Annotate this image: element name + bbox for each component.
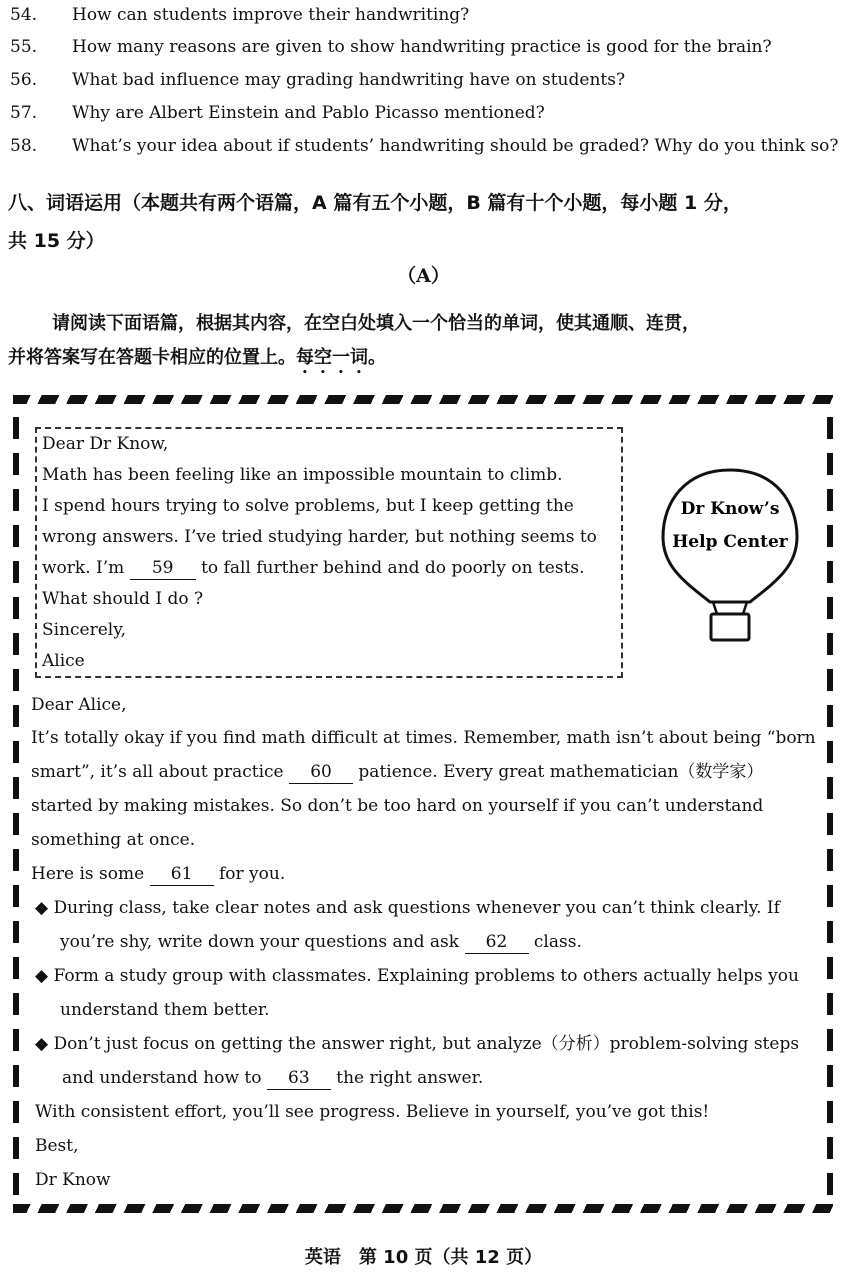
question-text: What’s your idea about if students’ handwriting should be graded? Why do you think so? bbox=[72, 136, 839, 156]
reply-text: smart”, it’s all about practice bbox=[31, 762, 284, 782]
bullet-item-3-cont bbox=[62, 1067, 483, 1090]
instruction-line-1: 请阅读下面语篇，根据其内容，在空白处填入一个恰当的单词，使其通顺、连贯， bbox=[52, 313, 700, 334]
bullet-text: class. bbox=[533, 932, 582, 952]
blank-62[interactable]: 62 bbox=[465, 931, 529, 954]
bullet-text: Don’t just focus on getting the answer right, but analyze（分析）problem-solving steps bbox=[53, 1034, 800, 1054]
question-55 bbox=[10, 36, 772, 58]
reply-text: Here is some bbox=[31, 864, 145, 884]
bullet-text: Form a study group with classmates. Explaining problems to others actually helps you bbox=[53, 966, 799, 986]
section-heading: 八、词语运用（本题共有两个语篇，A 篇有五个小题，B 篇有十个小题，每小题 1 分， bbox=[8, 192, 742, 214]
frame-left-border bbox=[13, 417, 19, 1197]
bullet-text: you’re shy, write down your questions and ask bbox=[60, 932, 460, 952]
letter-text: to fall further behind and do poorly on tests. bbox=[201, 558, 585, 578]
blank-60[interactable]: 60 bbox=[289, 761, 353, 784]
instruction-period: 。 bbox=[368, 347, 386, 368]
bullet-item-2-cont: understand them better. bbox=[60, 1000, 270, 1020]
letter-line-blank-59 bbox=[42, 557, 585, 580]
instruction-emphasis: 每空一词 bbox=[296, 347, 368, 368]
question-text: How many reasons are given to show handwriting practice is good for the brain? bbox=[72, 37, 772, 57]
frame-bottom-border bbox=[13, 1204, 833, 1213]
question-text: How can students improve their handwriting? bbox=[72, 5, 470, 25]
letter-line: Math has been feeling like an impossible mountain to climb. bbox=[42, 465, 563, 485]
letter-text: work. I’m bbox=[42, 558, 125, 578]
reply-line: With consistent effort, you’ll see progress. Believe in yourself, you’ve got this! bbox=[35, 1102, 710, 1122]
diamond-bullet-icon: ◆ bbox=[35, 1034, 49, 1054]
question-56 bbox=[10, 69, 625, 91]
reply-greeting: Dear Alice, bbox=[31, 695, 127, 715]
question-text: Why are Albert Einstein and Pablo Picasso mentioned? bbox=[72, 103, 545, 123]
instruction-text: 并将答案写在答题卡相应的位置上。 bbox=[8, 347, 296, 368]
reply-text: for you. bbox=[219, 864, 286, 884]
question-57 bbox=[10, 102, 545, 124]
letter-greeting: Dear Dr Know, bbox=[42, 434, 169, 454]
letter-line: wrong answers. I’ve tried studying harder, but nothing seems to bbox=[42, 527, 597, 547]
letter-closing: Sincerely, bbox=[42, 620, 126, 640]
reply-text: patience. Every great mathematician（数学家） bbox=[358, 762, 764, 782]
reply-closing: Best, bbox=[35, 1136, 79, 1156]
question-number: 54. bbox=[10, 5, 38, 25]
bullet-item-1 bbox=[35, 897, 780, 919]
diamond-bullet-icon: ◆ bbox=[35, 966, 49, 986]
blank-61[interactable]: 61 bbox=[150, 863, 214, 886]
letter-line: I spend hours trying to solve problems, but I keep getting the bbox=[42, 496, 574, 516]
bullet-text: During class, take clear notes and ask questions whenever you can’t think clearly. If bbox=[53, 898, 780, 918]
bullet-item-3 bbox=[35, 1033, 799, 1055]
question-54 bbox=[10, 4, 469, 26]
blank-63[interactable]: 63 bbox=[267, 1067, 331, 1090]
letter-line: What should I do ? bbox=[42, 589, 204, 609]
balloon-label-line1: Dr Know’s bbox=[680, 499, 780, 519]
reply-line: something at once. bbox=[31, 830, 196, 850]
question-text: What bad influence may grading handwriting have on students? bbox=[72, 70, 626, 90]
bullet-text: and understand how to bbox=[62, 1068, 262, 1088]
frame-right-border bbox=[827, 417, 833, 1197]
bullet-text: the right answer. bbox=[336, 1068, 484, 1088]
letter-signature: Alice bbox=[42, 651, 85, 671]
bullet-item-2 bbox=[35, 965, 799, 987]
reply-line: It’s totally okay if you find math difficult at times. Remember, math isn’t about being “born bbox=[31, 728, 816, 748]
reply-line: started by making mistakes. So don’t be too hard on yourself if you can’t understand bbox=[31, 796, 764, 816]
frame-top-border bbox=[13, 395, 833, 404]
section-heading-cont: 共 15 分） bbox=[8, 230, 105, 252]
question-number: 57. bbox=[10, 103, 38, 123]
question-number: 58. bbox=[10, 136, 38, 156]
question-58 bbox=[10, 135, 839, 157]
diamond-bullet-icon: ◆ bbox=[35, 898, 49, 918]
bullet-item-1-cont bbox=[60, 931, 582, 954]
question-number: 56. bbox=[10, 70, 38, 90]
blank-59[interactable]: 59 bbox=[130, 557, 196, 580]
question-number: 55. bbox=[10, 37, 38, 57]
reply-line-blank-60 bbox=[31, 761, 763, 784]
instruction-line-2 bbox=[8, 345, 386, 378]
part-label: （A） bbox=[397, 265, 450, 287]
reply-signature: Dr Know bbox=[35, 1170, 111, 1190]
hot-air-balloon-icon bbox=[655, 462, 805, 652]
reply-line-blank-61 bbox=[31, 863, 285, 886]
balloon-label-line2: Help Center bbox=[672, 532, 788, 552]
page-footer: 英语 第 10 页（共 12 页） bbox=[304, 1247, 543, 1268]
